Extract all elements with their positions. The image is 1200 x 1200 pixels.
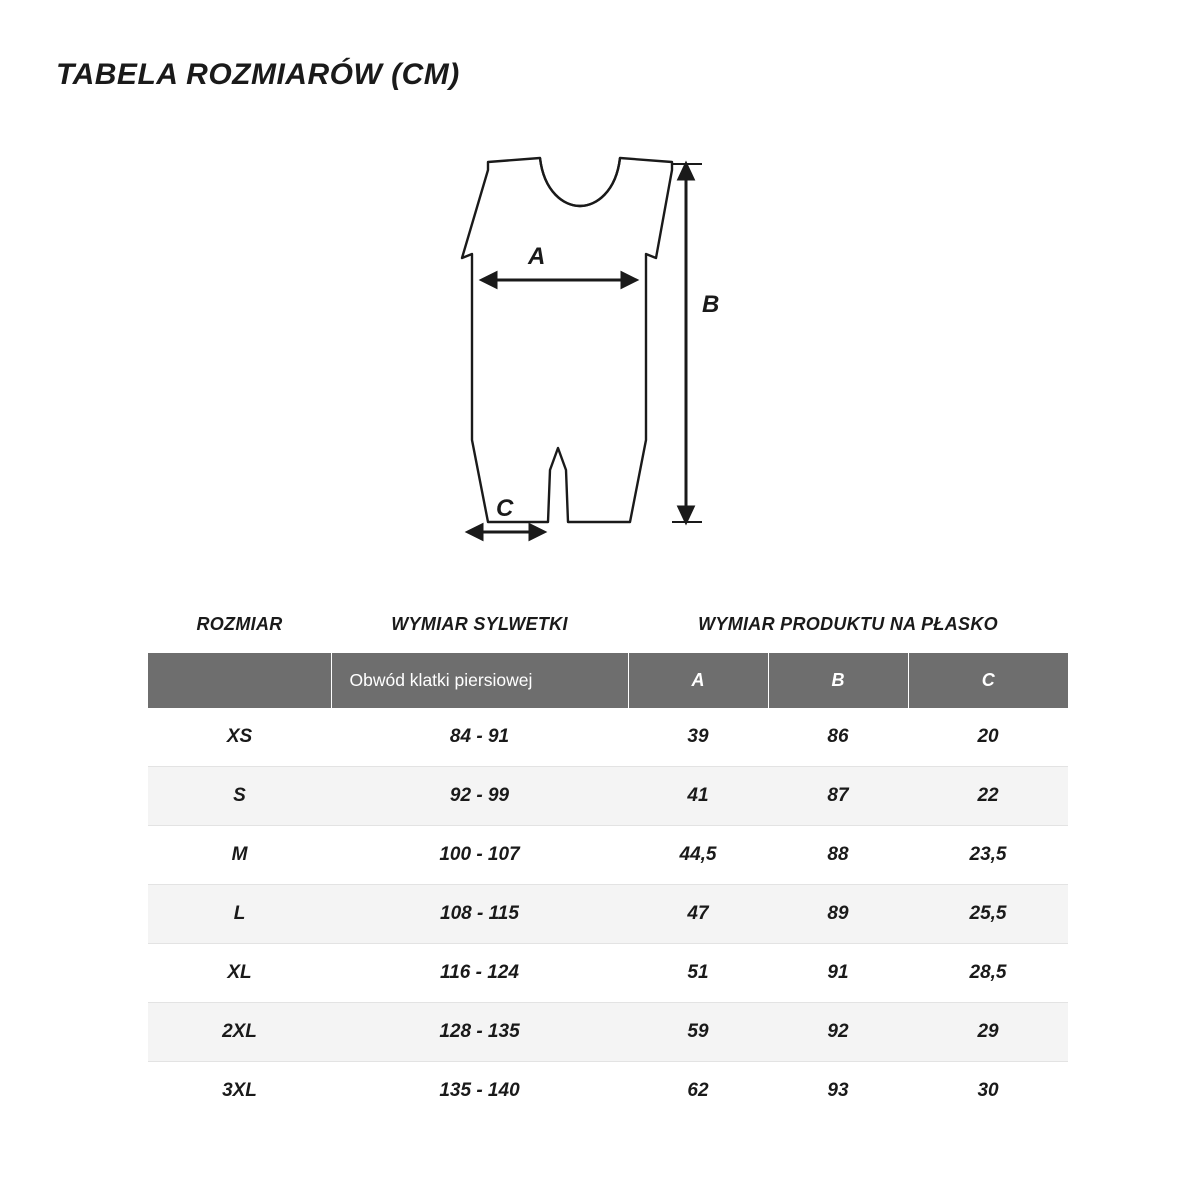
cell-chest: 135 - 140 (439, 1080, 520, 1101)
cell-c: 30 (977, 1080, 999, 1101)
cell-a: 41 (628, 767, 768, 826)
table-row (148, 1003, 1068, 1062)
cell-b: 87 (768, 767, 908, 826)
cell-a: 62 (687, 1080, 709, 1101)
cell-c: 29 (908, 1003, 1068, 1062)
group-header-size: ROZMIAR (148, 608, 331, 653)
cell-size: 2XL (148, 1003, 331, 1062)
table-sub-header-row (148, 653, 1068, 708)
cell-size: S (148, 767, 331, 826)
cell-b: 92 (768, 1003, 908, 1062)
sub-header-chest: Obwód klatki piersiowej (331, 653, 628, 708)
cell-c: 25,5 (908, 885, 1068, 944)
measure-c-arrow (468, 525, 544, 539)
cell-c: 20 (908, 708, 1068, 767)
table-row (148, 767, 1068, 826)
table-row (148, 708, 1068, 767)
cell-a: 51 (628, 944, 768, 1003)
sub-header-b: B (768, 653, 908, 708)
sub-header-c: C (908, 653, 1068, 708)
cell-size: M (148, 826, 331, 885)
cell-b: 88 (768, 826, 908, 885)
cell-size: XS (148, 708, 331, 767)
cell-a: 44,5 (628, 826, 768, 885)
table-row (148, 944, 1068, 1003)
cell-chest: 92 - 99 (331, 767, 628, 826)
cell-chest: 128 - 135 (331, 1003, 628, 1062)
table-row (148, 1062, 1068, 1121)
table-body (148, 708, 1068, 1120)
cell-c: 22 (908, 767, 1068, 826)
cell-a: 39 (628, 708, 768, 767)
table-group-header-row (148, 608, 1068, 653)
label-c: C (496, 495, 514, 522)
measure-a-arrow (482, 273, 636, 287)
sub-header-a: A (628, 653, 768, 708)
cell-b: 91 (768, 944, 908, 1003)
cell-chest: 84 - 91 (331, 708, 628, 767)
cell-chest: 100 - 107 (331, 826, 628, 885)
cell-chest: 116 - 124 (331, 944, 628, 1003)
sub-header-blank (148, 653, 331, 708)
cell-size: XL (148, 944, 331, 1003)
table-row (148, 885, 1068, 944)
cell-b: 86 (768, 708, 908, 767)
cell-c: 28,5 (908, 944, 1068, 1003)
label-b: B (702, 291, 720, 318)
cell-a: 59 (628, 1003, 768, 1062)
group-header-body: WYMIAR SYLWETKI (331, 608, 628, 653)
group-header-product: WYMIAR PRODUKTU NA PŁASKO (628, 608, 1068, 653)
cell-c: 23,5 (908, 826, 1068, 885)
cell-size: 3XL (222, 1080, 257, 1101)
cell-a: 47 (628, 885, 768, 944)
page-title: TABELA ROZMIARÓW (CM) (56, 58, 460, 91)
cell-b: 93 (827, 1080, 849, 1101)
size-table (148, 608, 1068, 1120)
cell-chest: 108 - 115 (331, 885, 628, 944)
label-a: A (528, 243, 546, 270)
cell-size: L (148, 885, 331, 944)
table-row (148, 826, 1068, 885)
singlet-diagram (440, 140, 770, 560)
cell-b: 89 (768, 885, 908, 944)
singlet-outline-icon (462, 158, 672, 522)
size-table-wrapper (148, 608, 1068, 1120)
measure-b-arrow (672, 164, 702, 522)
